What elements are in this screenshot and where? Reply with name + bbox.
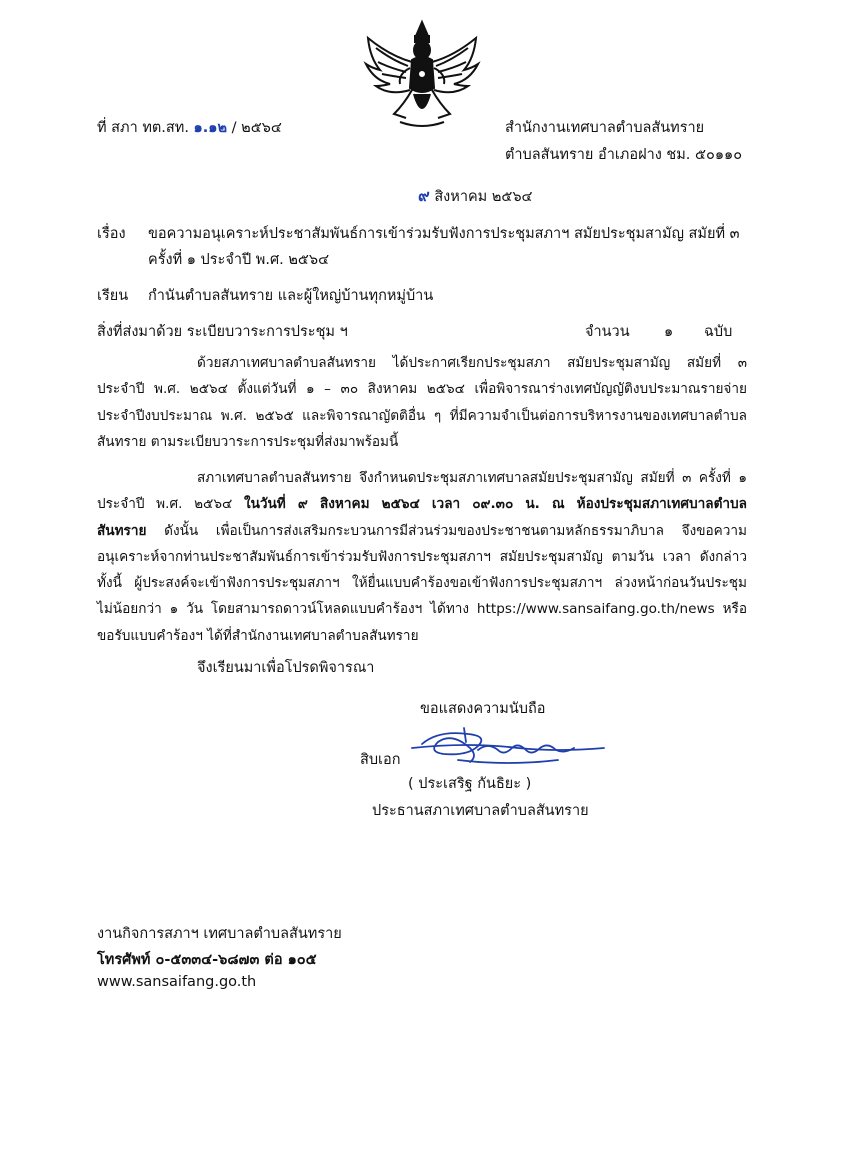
regards-text: ขอแสดงความนับถือ [420,701,546,717]
enclosure-unit: ฉบับ [704,324,733,340]
subject-label: เรื่อง [97,226,126,242]
paragraph-2-year: ประจำปี พ.ศ. ๒๕๖๔ [97,496,244,513]
signer-position: ประธานสภาเทศบาลตำบลสันทราย [372,803,589,819]
closing-sentence: จึงเรียนมาเพื่อโปรดพิจารณา [197,660,375,676]
subject-line2: ครั้งที่ ๑ ประจำปี พ.ศ. ๒๕๖๔ [148,252,330,268]
paragraph-2-line: ทั้งนี้ ผู้ประสงค์จะเข้าฟังการประชุมสภาฯ ให้ยื่นแบบคำร้องขอเข้าฟังการประชุมสภาฯ ล่วงหน้าก่อนวันประชุม [97,575,747,592]
office-address-line1: สำนักงานเทศบาลตำบลสันทราย [505,120,705,136]
reference-prefix: ที่ สภา ทต.สท. [97,120,194,136]
paragraph-2-line [97,491,747,517]
recipient-text: กำนันตำบลสันทราย และผู้ใหญ่บ้านทุกหมู่บ้าน [148,288,434,304]
paragraph-2-line: ไม่น้อยกว่า ๑ วัน โดยสามารถดาวน์โหลดแบบคำร้องฯ ได้ทาง https://www.sansaifang.go.th/news หรือ [97,601,747,618]
reference-number-handwritten: ๑.๑๒ [193,120,228,136]
letter-date [418,184,533,209]
body-paragraph-1 [97,350,747,455]
paragraph-1-line: ด้วยสภาเทศบาลตำบลสันทราย ได้ประกาศเรียกประชุมสภา สมัยประชุมสามัญ สมัยที่ ๓ [197,355,747,371]
paragraph-1-line: ประจำปีงบประมาณ พ.ศ. ๒๕๖๕ และพิจารณาญัตติอื่น ๆ ที่มีความจำเป็นต่อการบริหารงานของเทศบาลตำบล [97,407,747,424]
subject-line1: ขอความอนุเคราะห์ประชาสัมพันธ์การเข้าร่วมรับฟังการประชุมสภาฯ สมัยประชุมสามัญ สมัยที่ ๓ [148,226,740,242]
date-month-year: สิงหาคม ๒๕๖๔ [429,189,533,205]
office-address-line2: ตำบลสันทราย อำเภอฝาง ชม. ๕๐๑๑๐ [505,147,743,163]
meeting-place-end: สันทราย [97,522,147,539]
garuda-emblem-icon [360,18,485,130]
recipient-label: เรียน [97,288,129,304]
reference-suffix: / ๒๕๖๔ [227,120,282,136]
enclosure-count-value: ๑ [664,324,674,340]
paragraph-2-text: ดังนั้น เพื่อเป็นการส่งเสริมกระบวนการมีส่วนร่วมของประชาชนตามหลักธรรมาภิบาล จึงขอความ [146,522,747,539]
footer-website: www.sansaifang.go.th [97,974,257,990]
paragraph-1-line: ประจำปี พ.ศ. ๒๕๖๔ ตั้งแต่วันที่ ๑ – ๓๐ สิงหาคม ๒๕๖๔ เพื่อพิจารณาร่างเทศบัญญัติงบประมาณรายจ่าย [97,381,747,398]
enclosure-label: สิ่งที่ส่งมาด้วย ระเบียบวาระการประชุม ฯ [97,324,348,340]
reference-number [97,116,282,139]
paragraph-2-line: ขอรับแบบคำร้องฯ ได้ที่สำนักงานเทศบาลตำบลสันทราย [97,627,419,644]
date-day-handwritten: ๙ [418,186,430,205]
paragraph-1-line: สันทราย ตามระเบียบวาระการประชุมที่ส่งมาพร้อมนี้ [97,433,399,450]
paragraph-2-line: อนุเคราะห์จากท่านประชาสัมพันธ์การเข้าร่วมรับฟังการประชุมสภาฯ สมัยประชุมสามัญ ตามวัน เวลา ดังกล่าว [97,548,747,565]
body-paragraph-2 [97,465,747,649]
signer-rank: สิบเอก [360,752,401,768]
footer-phone: โทรศัพท์ ๐-๕๓๓๔-๖๘๗๓ ต่อ ๑๐๕ [97,952,317,968]
enclosure-count-label: จำนวน [585,324,630,340]
footer-department: งานกิจการสภาฯ เทศบาลตำบลสันทราย [97,926,342,942]
meeting-datetime-place: ในวันที่ ๙ สิงหาคม ๒๕๖๔ เวลา ๐๙.๓๐ น. ณ ห้องประชุมสภาเทศบาลตำบล [243,496,747,513]
paragraph-2-line: สภาเทศบาลตำบลสันทราย จึงกำหนดประชุมสภาเทศบาลสมัยประชุมสามัญ สมัยที่ ๓ ครั้งที่ ๑ [197,470,747,486]
handwritten-signature [408,722,608,772]
signer-name: ( ประเสริฐ กันธิยะ ) [408,776,532,792]
paragraph-2-line [97,518,747,544]
